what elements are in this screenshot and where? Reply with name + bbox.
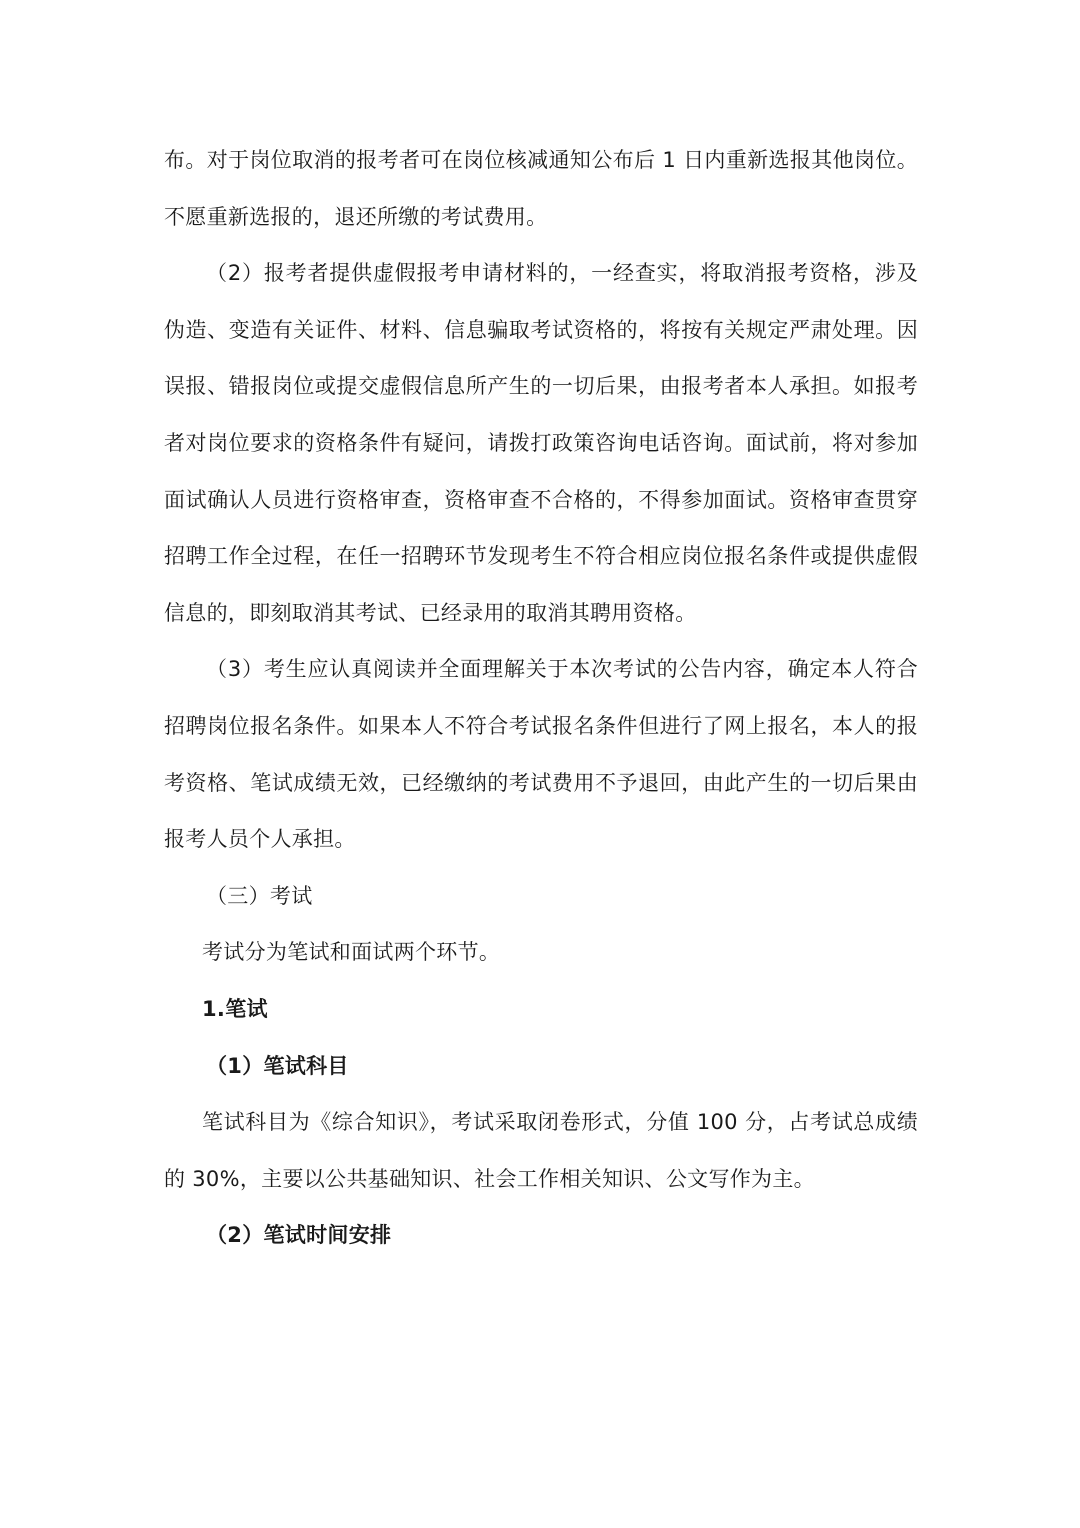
document-body: [164, 132, 918, 1264]
heading-written-test: 1.笔试: [202, 996, 268, 1021]
paragraph-exam-parts: 考试分为笔试和面试两个环节。: [202, 940, 501, 965]
section-heading-exam: （三）考试: [206, 883, 313, 908]
paragraph-written-subject: 笔试科目为《综合知识》，考试采取闭卷形式，分值 100 分，占考试总成绩的 30%，主要以公共基础知识、社会工作相关知识、公文写作为主。: [164, 1110, 918, 1191]
paragraph-false-materials: （2）报考者提供虚假报考申请材料的，一经查实，将取消报考资格，涉及伪造、变造有关证件、材料、信息骗取考试资格的，将按有关规定严肃处理。因误报、错报岗位或提交虚假信息所产生的一切后果，由报考者本人承担。如报考者对岗位要求的资格条件有疑问，请拨打政策咨询电话咨询。面试前，将对参加面试确认人员进行资格审查，资格审查不合格的，不得参加面试。资格审查贯穿招聘工作全过程，在任一招聘环节发现考生不符合相应岗位报名条件或提供虚假信息的，即刻取消其考试、已经录用的取消其聘用资格。: [164, 261, 918, 625]
heading-written-subject: （1）笔试科目: [206, 1053, 349, 1078]
paragraph-read-announcement: （3）考生应认真阅读并全面理解关于本次考试的公告内容，确定本人符合招聘岗位报名条件。如果本人不符合考试报名条件但进行了网上报名，本人的报考资格、笔试成绩无效，已经缴纳的考试费用不予退回，由此产生的一切后果由报考人员个人承担。: [164, 657, 918, 852]
heading-written-schedule: （2）笔试时间安排: [206, 1223, 392, 1248]
paragraph-post-reselection: 布。对于岗位取消的报考者可在岗位核减通知公布后 1 日内重新选报其他岗位。不愿重新选报的，退还所缴的考试费用。: [164, 148, 918, 229]
